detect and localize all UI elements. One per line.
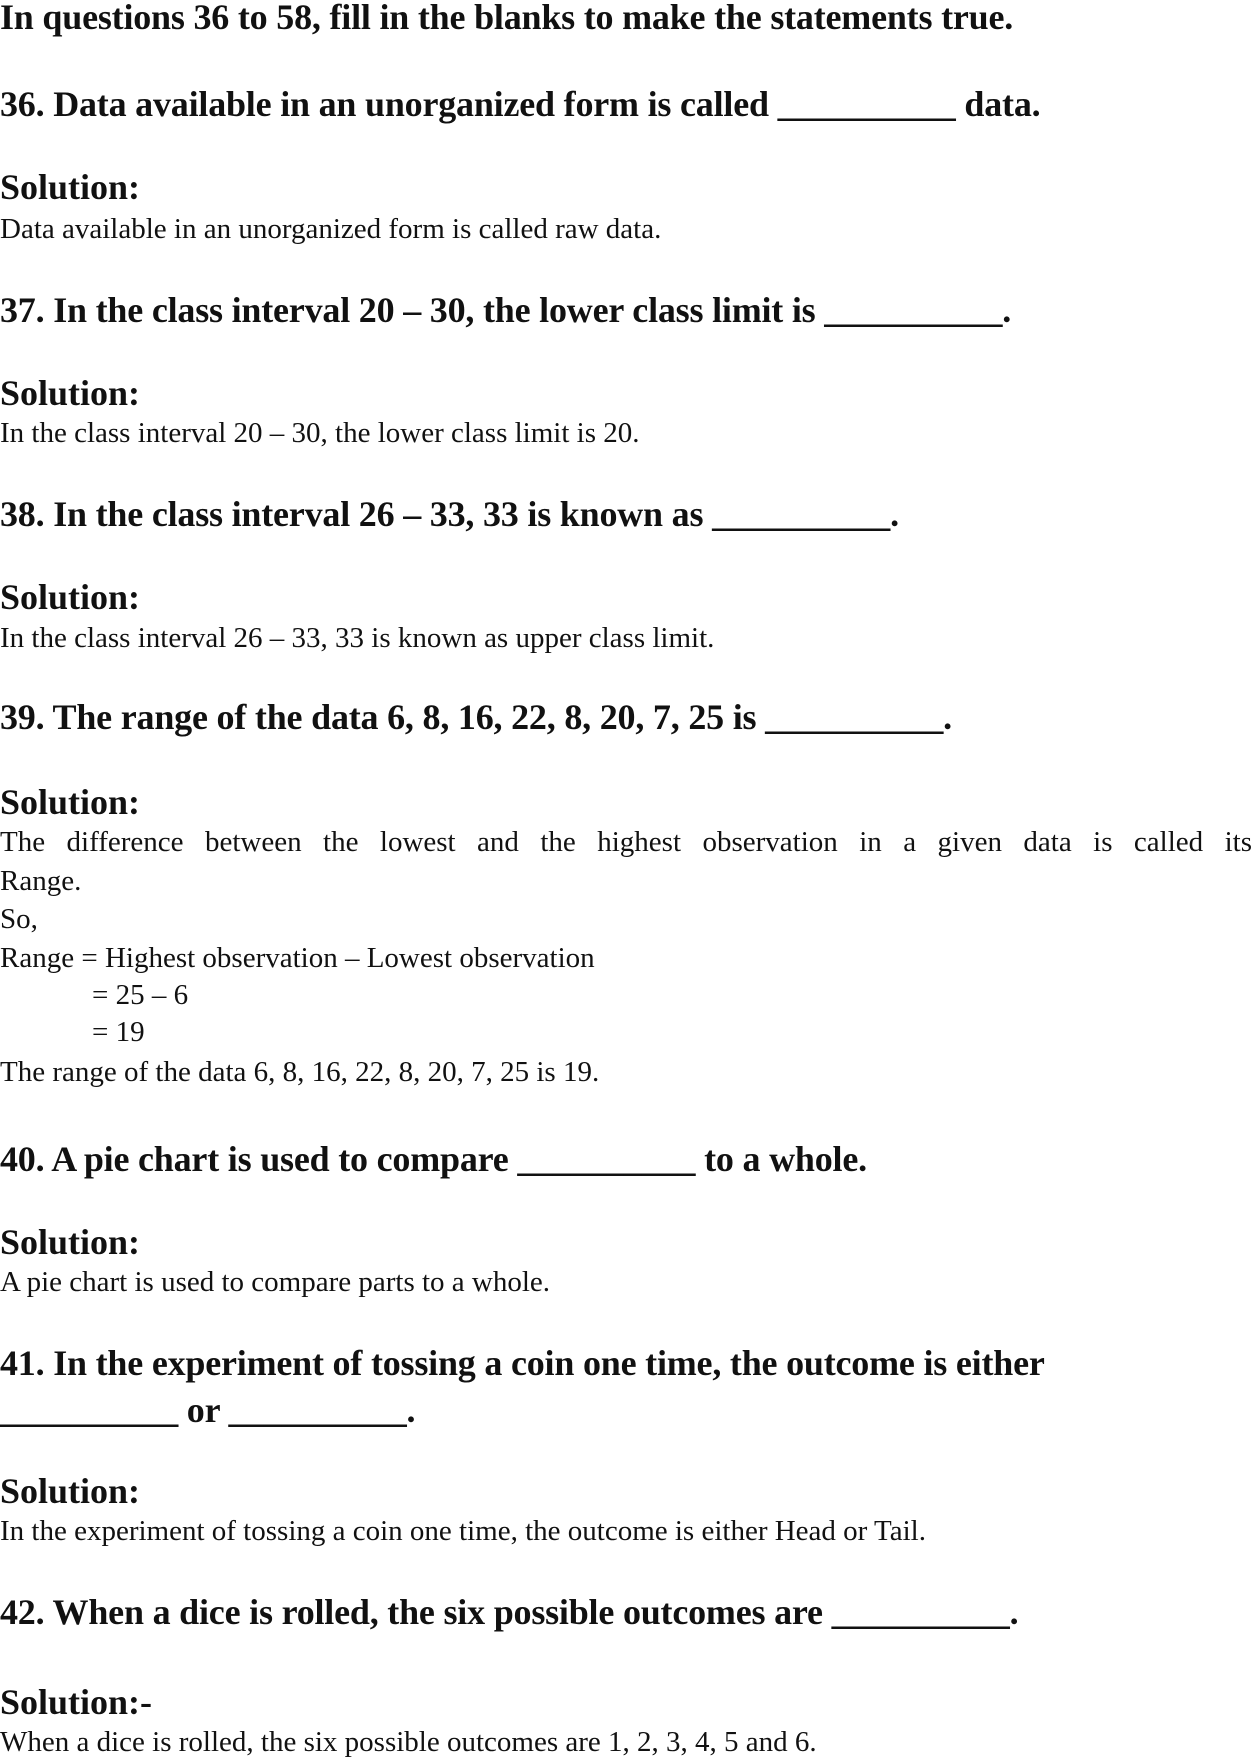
question-38: 38. In the class interval 26 – 33, 33 is known as __________. (0, 494, 899, 534)
solution-label: Solution: (0, 1471, 141, 1511)
answer-39-line-1: The difference between the lowest and the highest observation in a given data is called its (0, 826, 1252, 858)
answer-39-line-4: Range = Highest observation – Lowest observation (0, 942, 595, 974)
solution-label: Solution: (0, 577, 141, 617)
answer-39-line-6: = 19 (92, 1016, 145, 1048)
answer-38: In the class interval 26 – 33, 33 is known as upper class limit. (0, 622, 715, 654)
solution-label: Solution:- (0, 1682, 153, 1722)
question-42: 42. When a dice is rolled, the six possible outcomes are __________. (0, 1592, 1019, 1632)
instructions-heading: In questions 36 to 58, fill in the blanks to make the statements true. (0, 0, 1014, 37)
solution-label: Solution: (0, 1222, 141, 1262)
answer-40: A pie chart is used to compare parts to a whole. (0, 1266, 551, 1298)
answer-39-line-3: So, (0, 903, 38, 935)
answer-39-line-2: Range. (0, 865, 82, 897)
question-37: 37. In the class interval 20 – 30, the lower class limit is __________. (0, 290, 1012, 330)
question-36: 36. Data available in an unorganized form is called __________ data. (0, 84, 1041, 124)
question-39: 39. The range of the data 6, 8, 16, 22, 8, 20, 7, 25 is __________. (0, 697, 952, 737)
question-41-line-2: __________ or __________. (0, 1390, 416, 1430)
answer-39-line-5: = 25 – 6 (92, 979, 189, 1011)
answer-42: When a dice is rolled, the six possible outcomes are 1, 2, 3, 4, 5 and 6. (0, 1726, 817, 1758)
answer-37: In the class interval 20 – 30, the lower class limit is 20. (0, 417, 640, 449)
solution-label: Solution: (0, 782, 141, 822)
answer-41: In the experiment of tossing a coin one time, the outcome is either Head or Tail. (0, 1515, 926, 1547)
answer-36: Data available in an unorganized form is called raw data. (0, 213, 662, 245)
solution-label: Solution: (0, 373, 141, 413)
solution-label: Solution: (0, 167, 141, 207)
question-41: 41. In the experiment of tossing a coin one time, the outcome is either (0, 1343, 1045, 1383)
question-40: 40. A pie chart is used to compare __________ to a whole. (0, 1139, 867, 1179)
answer-39-line-7: The range of the data 6, 8, 16, 22, 8, 20, 7, 25 is 19. (0, 1056, 600, 1088)
